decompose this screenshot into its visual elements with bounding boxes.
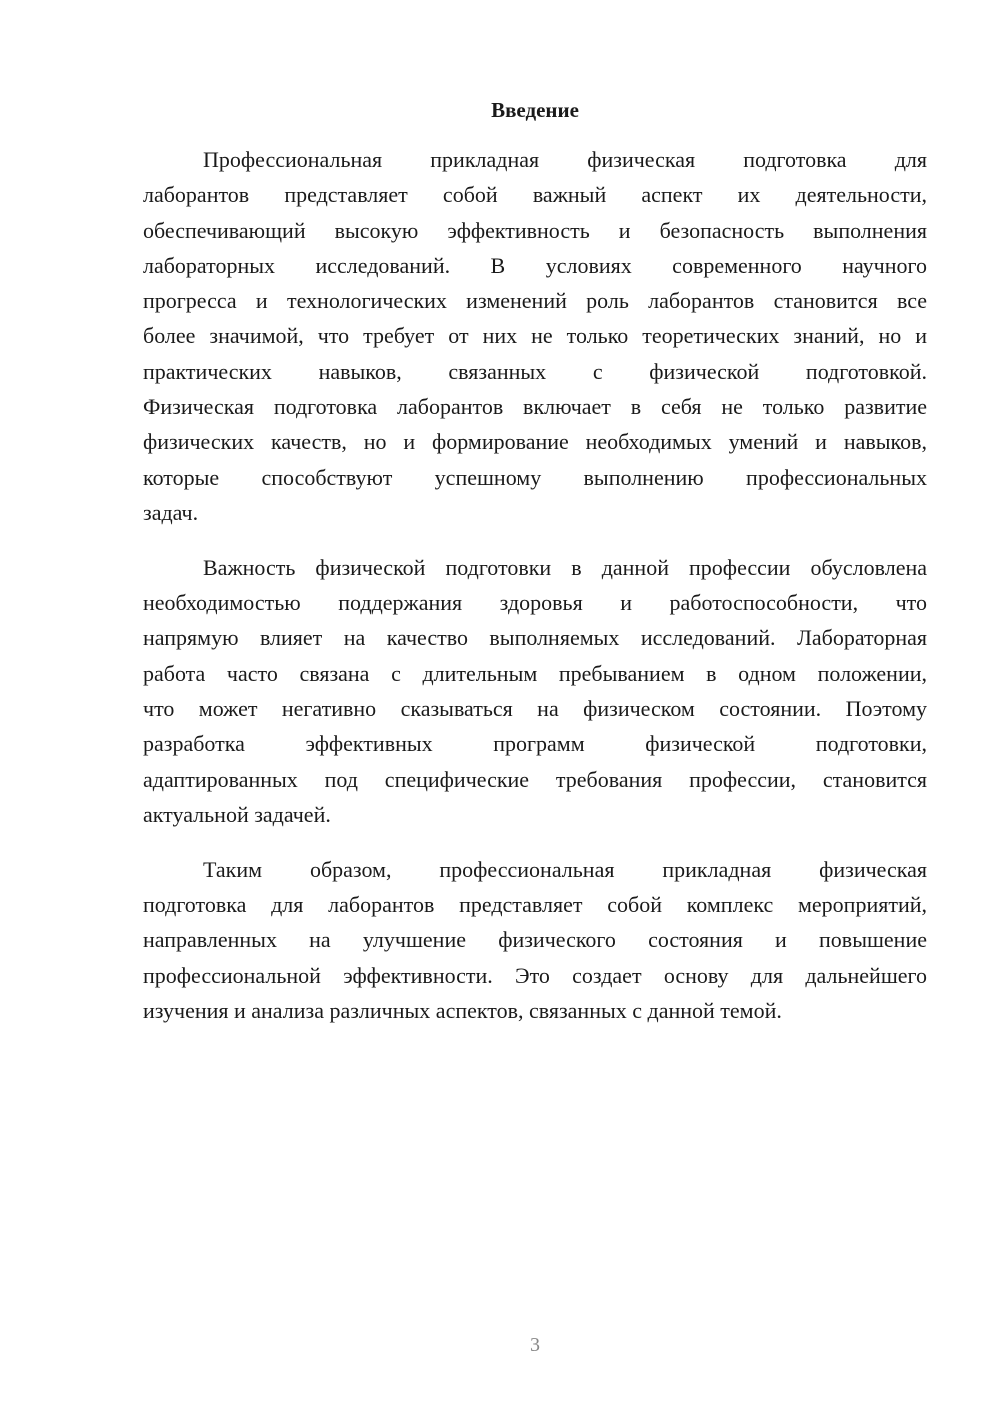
text-line: Физическая подготовка лаборантов включает в себя не только развитие xyxy=(143,394,927,420)
paragraph xyxy=(143,142,927,530)
text-line: Таким образом, профессиональная прикладная физическая xyxy=(203,856,927,882)
text-line: физических качеств, но и формирование необходимых умений и навыков, xyxy=(143,429,927,455)
text-line: обеспечивающий высокую эффективность и безопасность выполнения xyxy=(143,217,927,243)
text-line: практических навыков, связанных с физической подготовкой. xyxy=(143,358,927,384)
section-title: Введение xyxy=(491,98,579,122)
text-line: направленных на улучшение физического состояния и повышение xyxy=(143,927,927,953)
text-line: лабораторных исследований. В условиях современного научного xyxy=(143,252,927,278)
text-line: подготовка для лаборантов представляет собой комплекс мероприятий, xyxy=(143,891,927,917)
text-line: что может негативно сказываться на физическом состоянии. Поэтому xyxy=(143,695,927,721)
text-line: Важность физической подготовки в данной профессии обусловлена xyxy=(203,554,927,580)
document-body xyxy=(143,142,927,1048)
text-line: которые способствуют успешному выполнению профессиональных xyxy=(143,464,927,490)
text-line: Профессиональная прикладная физическая подготовка для xyxy=(203,147,927,172)
text-line: более значимой, что требует от них не только теоретических знаний, но и xyxy=(143,323,927,349)
text-line: необходимостью поддержания здоровья и работоспособности, что xyxy=(143,590,927,616)
text-line: актуальной задачей. xyxy=(143,801,331,827)
text-line: разработка эффективных программ физической подготовки, xyxy=(143,731,927,757)
text-line: задач. xyxy=(143,499,199,525)
paragraph xyxy=(143,550,927,832)
text-line: прогресса и технологических изменений роль лаборантов становится все xyxy=(143,288,927,314)
text-line: изучения и анализа различных аспектов, связанных с данной темой. xyxy=(143,997,782,1023)
text-line: профессиональной эффективности. Это создает основу для дальнейшего xyxy=(143,962,927,988)
text-line: работа часто связана с длительным пребыванием в одном положении, xyxy=(143,660,927,686)
paragraph xyxy=(143,852,927,1028)
text-line: напрямую влияет на качество выполняемых исследований. Лабораторная xyxy=(143,625,927,651)
text-line: лаборантов представляет собой важный аспект их деятельности, xyxy=(143,182,927,208)
page-number: 3 xyxy=(530,1334,540,1356)
text-line: адаптированных под специфические требования профессии, становится xyxy=(143,766,927,792)
